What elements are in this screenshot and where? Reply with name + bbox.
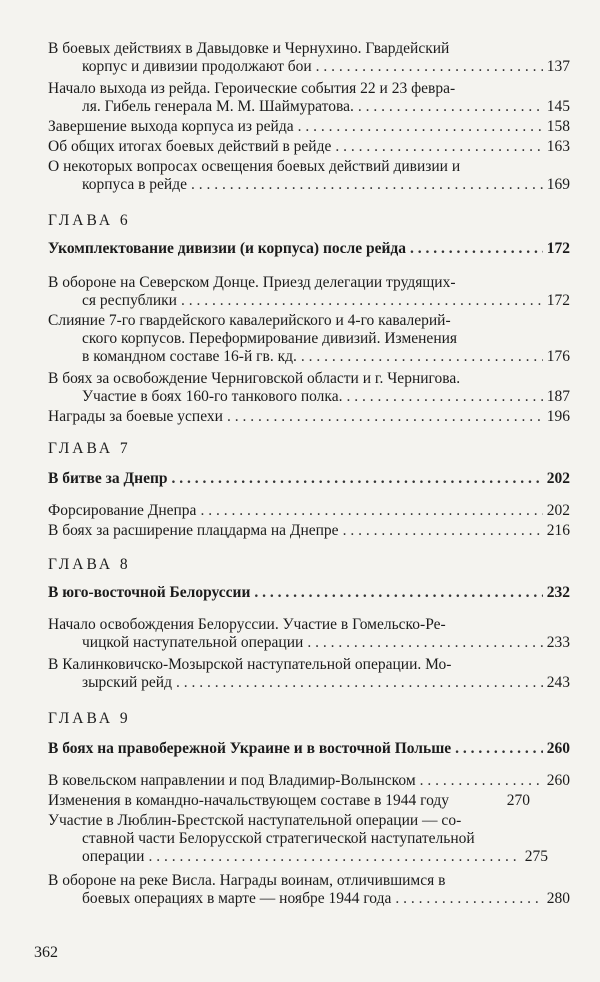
entry-page-number: 176 [546,348,570,365]
entry-line: ставной части Белорусской стратегической наступательной [82,830,475,847]
entry-line: В боях за расширение плацдарма на Днепре [48,522,339,539]
toc-entry [48,158,570,194]
chapter-heading [48,740,570,758]
entry-page-number: 275 [524,848,548,865]
entry-page-number: 260 [546,740,570,757]
entry-page-number: 216 [546,522,570,539]
entry-page-number: 233 [546,634,570,651]
toc-entry [48,80,570,116]
chapter-heading [48,584,570,602]
entry-line: В обороне на Северском Донце. Приезд делегации трудящих- [48,274,456,291]
toc-entry [48,138,570,156]
toc-entry [48,792,570,810]
entry-line: зырский рейд [82,674,172,691]
entry-line: О некоторых вопросах освещения боевых действий дивизии и [48,158,461,175]
entry-line: Начало выхода из рейда. Героические события 22 и 23 февра- [48,80,456,97]
entry-line: корпуса в рейде [82,176,187,193]
entry-page-number: 260 [546,772,570,789]
toc-entry [48,118,570,136]
entry-line: операции [82,848,145,865]
chapter-heading [48,470,570,488]
entry-page-number: 145 [546,98,570,115]
toc-entry [48,312,570,366]
toc-entry [48,370,570,406]
entry-line: Об общих итогах боевых действий в рейде [48,138,332,155]
entry-line: ся республики [82,292,177,309]
entry-page-number: 163 [546,138,570,155]
entry-page-number: 169 [546,176,570,193]
entry-line: В обороне на реке Висла. Награды воинам, отличившимся в [48,872,446,889]
chapter-title: ГЛАВА 8 [48,556,131,573]
chapter-title: ГЛАВА 7 [48,440,131,457]
entry-page-number: 137 [546,58,570,75]
entry-line: боевых операциях в марте — ноябре 1944 года [82,890,392,907]
entry-page-number: 270 [506,792,530,809]
toc-entry [48,616,570,652]
entry-line: В Калинковичско-Мозырской наступательной операции. Мо- [48,656,452,673]
entry-line: корпус и дивизии продолжают бои [82,58,312,75]
entry-line: В боях за освобождение Черниговской области и г. Чернигова. [48,370,461,387]
entry-line: Завершение выхода корпуса из рейда [48,118,294,135]
entry-page-number: 172 [546,292,570,309]
toc-entry [48,502,570,520]
toc-entry [48,812,570,866]
chapter-heading [48,240,570,258]
entry-line: В ковельском направлении и под Владимир-Волынском [48,772,416,789]
toc-entry [48,656,570,692]
entry-page-number: 280 [546,890,570,907]
entry-line: В боях на правобережной Украине и в восточной Польше [48,740,452,757]
entry-line: Участие в Люблин-Брестской наступательной операции — со- [48,812,462,829]
entry-line: Изменения в командно-начальствующем составе в 1944 году [48,792,450,809]
entry-line: Начало освобождения Белоруссии. Участие в Гомельско-Ре- [48,616,446,633]
entry-page-number: 232 [546,584,570,601]
entry-line: ля. Гибель генерала М. М. Шаймуратова. [82,98,354,115]
entry-line: чицкой наступательной операции [82,634,304,651]
entry-line: Слияние 7-го гвардейского кавалерийского и 4-го кавалерий- [48,312,451,329]
entry-page-number: 243 [546,674,570,691]
chapter-title: ГЛАВА 9 [48,710,131,727]
entry-line: В юго-восточной Белоруссии [48,584,251,601]
toc-entry [48,522,570,540]
chapter-title: ГЛАВА 6 [48,212,131,229]
entry-line: Форсирование Днепра [48,502,197,519]
entry-page-number: 202 [546,502,570,519]
entry-line: Награды за боевые успехи [48,408,223,425]
toc-entry [48,872,570,908]
entry-line: Участие в боях 160-го танкового полка. [82,388,343,405]
toc-entry [48,772,570,790]
entry-page-number: 202 [546,470,570,487]
toc-entry [48,274,570,310]
page-number: 362 [34,944,58,961]
toc-entry [48,40,570,76]
entry-line: В боевых действиях в Давыдовке и Чернухино. Гвардейский [48,40,450,57]
entry-line: ского корпусов. Переформирование дивизий. Изменения [82,330,458,347]
entry-page-number: 158 [546,118,570,135]
entry-line: Укомплектование дивизии (и корпуса) после рейда [48,240,406,257]
toc-entry [48,408,570,426]
entry-line: В битве за Днепр [48,470,168,487]
entry-page-number: 172 [546,240,570,257]
entry-line: в командном составе 16-й гв. кд. [82,348,297,365]
entry-page-number: 196 [546,408,570,425]
entry-page-number: 187 [546,388,570,405]
